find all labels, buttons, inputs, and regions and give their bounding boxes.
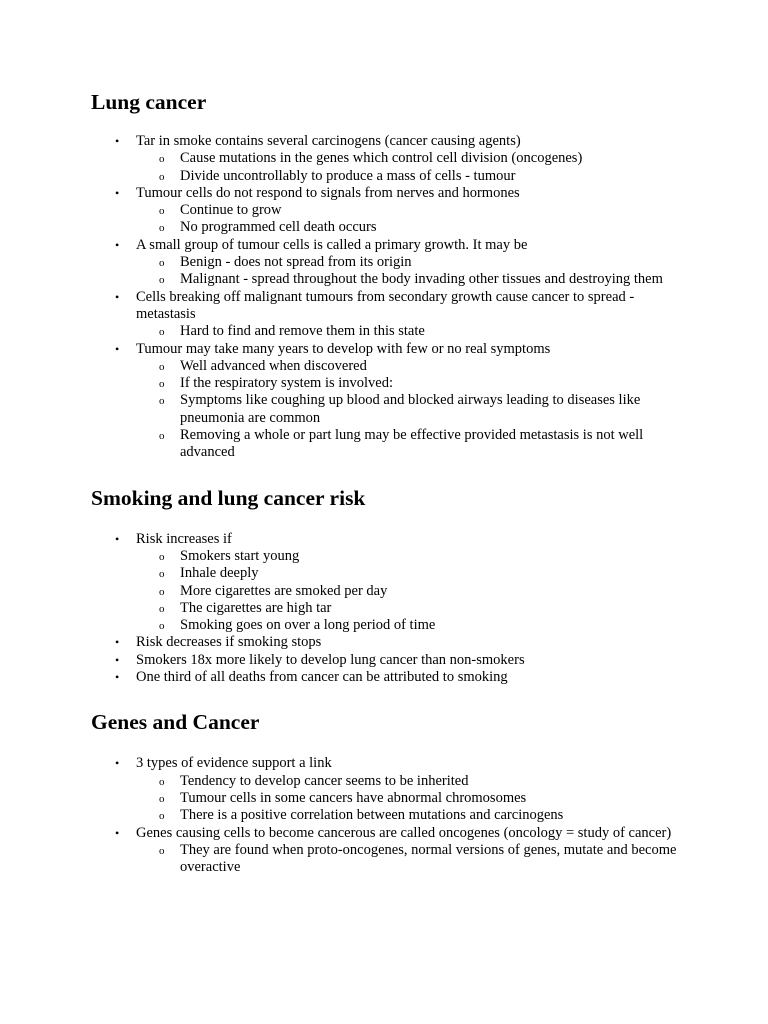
bullet-icon: •: [115, 531, 120, 546]
bullet-icon: •: [115, 670, 120, 685]
list-item: • 3 types of evidence support a link o Tendency to develop cancer seems to be inherited o Tumour cells in some cancers have abnormal chromosomes o There is a positive correlation between mutations and carcinogens: [91, 755, 708, 824]
circle-bullet-icon: o: [159, 844, 165, 857]
sub-list-item: o Continue to grow: [136, 202, 688, 219]
sub-list-item: o Symptoms like coughing up blood and blocked airways leading to diseases like pneumonia are common: [159, 392, 641, 426]
sub-list-item: o Tumour cells in some cancers have abnormal chromosomes: [136, 790, 688, 807]
list-item: • Tar in smoke contains several carcinogens (cancer causing agents) o Cause mutations in the genes which control cell division (oncogenes) o Divide uncontrollably to produce a mass of cells - tumour: [91, 133, 708, 185]
circle-bullet-icon: o: [159, 326, 165, 339]
bullet-icon: •: [115, 185, 120, 200]
circle-bullet-icon: o: [159, 775, 165, 788]
circle-bullet-icon: o: [159, 153, 165, 166]
sub-list-item: o Smoking goes on over a long period of time: [136, 617, 688, 634]
smoking-risk-list: [91, 531, 708, 687]
list-item: • Genes causing cells to become cancerous are called oncogenes (oncology = study of cancer) o They are found when proto-oncogenes, normal versions of genes, mutate and become overactive: [91, 825, 708, 877]
heading-smoking-risk: Smoking and lung cancer risk: [91, 485, 366, 510]
list-item: • One third of all deaths from cancer can be attributed to smoking: [115, 669, 508, 686]
sub-list-item: o Divide uncontrollably to produce a mass of cells - tumour: [136, 168, 688, 185]
genes-cancer-list: [91, 755, 708, 876]
list-item: • Tumour cells do not respond to signals from nerves and hormones o Continue to grow o No programmed cell death occurs: [91, 185, 708, 237]
bullet-icon: •: [115, 237, 120, 252]
bullet-icon: •: [115, 289, 120, 304]
circle-bullet-icon: o: [159, 257, 165, 270]
list-item: • Risk decreases if smoking stops: [115, 634, 322, 651]
sub-list-item: o Cause mutations in the genes which control cell division (oncogenes): [136, 150, 688, 167]
sub-list-item: o Removing a whole or part lung may be effective provided metastasis is not well advanced: [159, 427, 644, 461]
sub-list-item: o Malignant - spread throughout the body invading other tissues and destroying them: [136, 271, 688, 288]
sub-list-item: o Smokers start young: [136, 548, 688, 565]
circle-bullet-icon: o: [159, 222, 165, 235]
circle-bullet-icon: o: [159, 205, 165, 218]
sub-list-item: o Benign - does not spread from its origin: [136, 254, 688, 271]
sub-list-item: o The cigarettes are high tar: [136, 600, 688, 617]
bullet-icon: •: [115, 341, 120, 356]
bullet-icon: •: [115, 635, 120, 650]
sub-list-item: o Inhale deeply: [136, 565, 688, 582]
list-item: • Risk increases if o Smokers start young o Inhale deeply o More cigarettes are smoked per day o The cigarettes are high tar o Smoking goes on over a long period of time: [91, 531, 708, 635]
circle-bullet-icon: o: [159, 274, 165, 287]
circle-bullet-icon: o: [159, 568, 165, 581]
sub-list-item: o Well advanced when discovered: [136, 358, 688, 375]
list-item: • Tumour may take many years to develop with few or no real symptoms o Well advanced when discovered o If the respiratory system is involved: o Symptoms like coughing up blood and blocked airways leading to diseases like pneumonia are common o Removing a whole or part lung may be effective provided metastasis is not well advanced: [91, 341, 708, 462]
bullet-icon: •: [115, 134, 120, 148]
circle-bullet-icon: o: [159, 378, 165, 391]
circle-bullet-icon: o: [159, 620, 165, 633]
sub-list-item: o More cigarettes are smoked per day: [136, 583, 688, 600]
bullet-icon: •: [115, 756, 120, 771]
sub-list-item: o There is a positive correlation between mutations and carcinogens: [136, 807, 688, 824]
sub-list-item: o They are found when proto-oncogenes, normal versions of genes, mutate and become overactive: [159, 841, 677, 876]
circle-bullet-icon: o: [159, 810, 165, 823]
sub-list-item: o No programmed cell death occurs: [136, 219, 688, 236]
list-item: • Smokers 18x more likely to develop lung cancer than non-smokers: [115, 651, 525, 668]
bullet-icon: •: [115, 825, 120, 840]
circle-bullet-icon: o: [159, 360, 165, 373]
list-item: • A small group of tumour cells is called a primary growth. It may be o Benign - does not spread from its origin o Malignant - spread throughout the body invading other tissues and destroying them: [91, 237, 708, 289]
sub-list-item: o If the respiratory system is involved:: [136, 375, 688, 392]
circle-bullet-icon: o: [159, 170, 165, 183]
heading-lung-cancer: Lung cancer: [91, 90, 207, 114]
circle-bullet-icon: o: [159, 550, 165, 563]
bullet-icon: •: [115, 652, 120, 667]
circle-bullet-icon: o: [159, 792, 165, 805]
sub-list-item: o Tendency to develop cancer seems to be inherited: [136, 773, 688, 790]
circle-bullet-icon: o: [159, 585, 165, 598]
lung-cancer-list: [91, 133, 708, 462]
list-item: • Cells breaking off malignant tumours from secondary growth cause cancer to spread - metastasis o Hard to find and remove them in this state: [91, 289, 708, 341]
heading-genes-and-cancer: Genes and Cancer: [91, 710, 260, 735]
sub-list-item: o Hard to find and remove them in this state: [136, 323, 688, 340]
circle-bullet-icon: o: [159, 395, 165, 408]
circle-bullet-icon: o: [159, 430, 165, 443]
circle-bullet-icon: o: [159, 602, 165, 615]
